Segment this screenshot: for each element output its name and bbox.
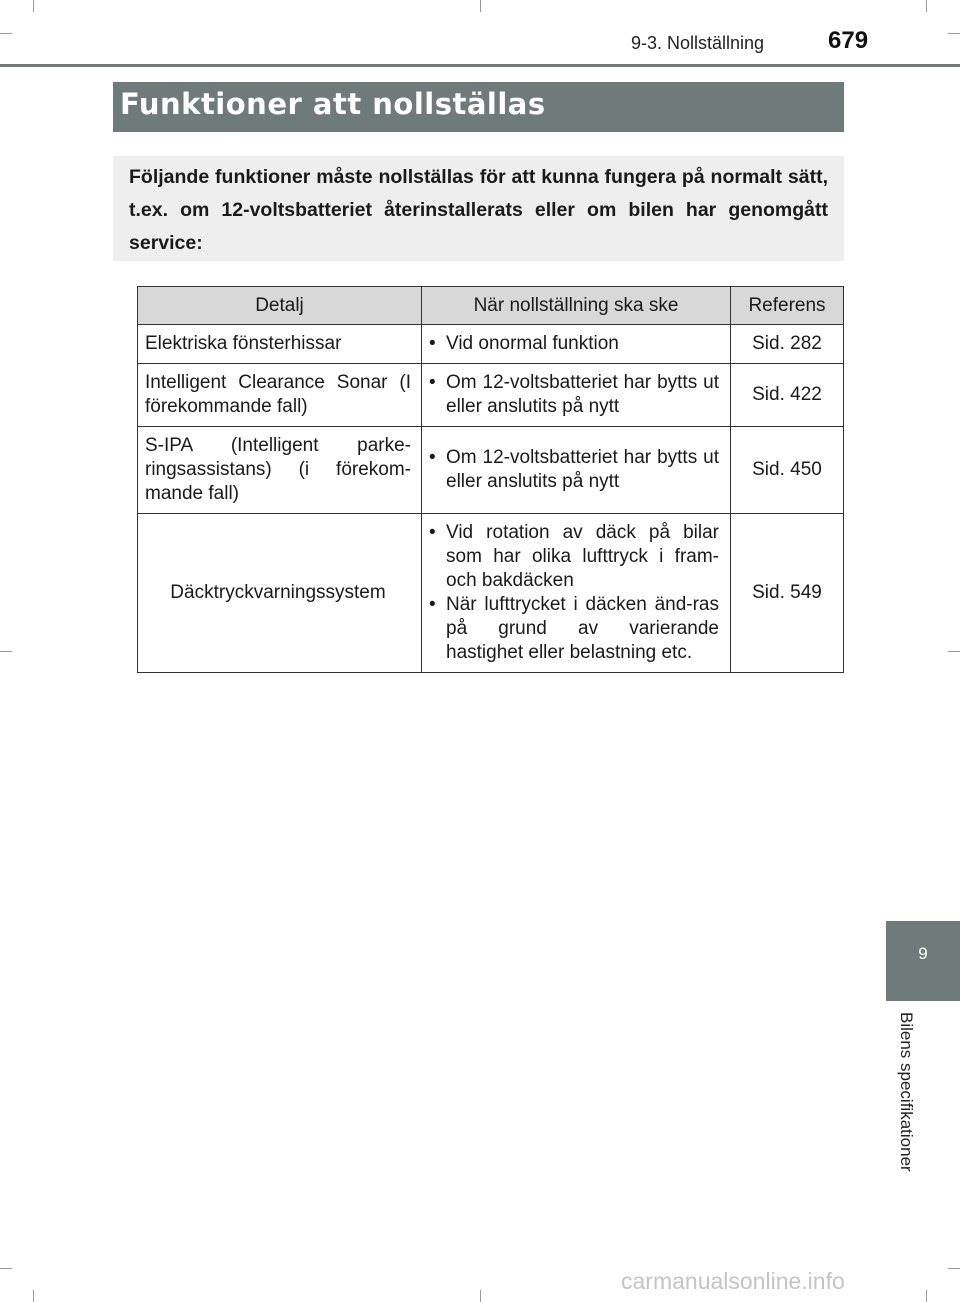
condition-list	[429, 521, 719, 665]
chapter-number: 9	[918, 944, 928, 963]
intro-box	[113, 156, 844, 261]
chapter-label-text: Bilens specifikationer	[897, 1012, 916, 1172]
column-header-when: När nollställning ska ske	[422, 287, 731, 325]
table-row	[138, 514, 844, 673]
running-head	[0, 0, 960, 68]
table-row	[138, 325, 844, 364]
section-reference: 9-3. Nollställning	[631, 33, 765, 53]
chapter-tab	[886, 921, 960, 1001]
reference-cell: Sid. 282	[731, 325, 844, 364]
crop-mark	[0, 1268, 12, 1269]
table-row	[138, 364, 844, 427]
header-rule	[0, 64, 960, 67]
crop-mark	[948, 1268, 960, 1269]
table-header-row	[138, 287, 844, 325]
condition-item: • När lufttrycket i däcken änd-ras på grund av varierande hastighet eller belastning etc.	[429, 593, 719, 665]
column-header-detail: Detalj	[138, 287, 422, 325]
crop-mark	[926, 1290, 927, 1302]
reset-functions-table	[137, 286, 844, 673]
section-title: Funktioner att nollställas	[120, 87, 546, 121]
watermark: carmanualsonline.info	[621, 1268, 845, 1294]
condition-item: • Om 12-voltsbatteriet har bytts ut eller anslutits på nytt	[429, 446, 719, 494]
reference-cell: Sid. 450	[731, 427, 844, 514]
when-cell	[422, 514, 731, 673]
detail-cell: S-IPA (Intelligent parke-ringsassistans) (i förekom-mande fall)	[138, 427, 422, 514]
detail-cell: Elektriska fönsterhissar	[138, 325, 422, 364]
condition-item: • Vid onormal funktion	[429, 332, 719, 356]
when-cell	[422, 427, 731, 514]
condition-list	[429, 371, 719, 419]
condition-item: • Om 12-voltsbatteriet har bytts ut eller anslutits på nytt	[429, 371, 719, 419]
chapter-label	[892, 1012, 916, 1198]
condition-list	[429, 332, 719, 356]
crop-mark	[0, 651, 12, 652]
column-header-reference: Referens	[731, 287, 844, 325]
intro-text: Följande funktioner måste nollställas för att kunna fungera på normalt sätt, t.ex. om 12-voltsbatteriet återinstallerats eller om bilen har genomgått service:	[129, 166, 828, 254]
reference-cell: Sid. 549	[731, 514, 844, 673]
reference-cell: Sid. 422	[731, 364, 844, 427]
condition-list	[429, 446, 719, 494]
page-number: 679	[828, 27, 869, 54]
when-cell	[422, 364, 731, 427]
detail-cell: Däcktryckvarningssystem	[138, 514, 422, 673]
condition-item: • Vid rotation av däck på bilar som har olika lufttryck i fram- och bakdäcken	[429, 521, 719, 593]
crop-mark	[33, 1290, 34, 1302]
table-row	[138, 427, 844, 514]
section-title-bar	[113, 82, 844, 132]
crop-mark	[948, 651, 960, 652]
detail-cell: Intelligent Clearance Sonar (I förekommande fall)	[138, 364, 422, 427]
when-cell	[422, 325, 731, 364]
crop-mark	[480, 1290, 481, 1302]
